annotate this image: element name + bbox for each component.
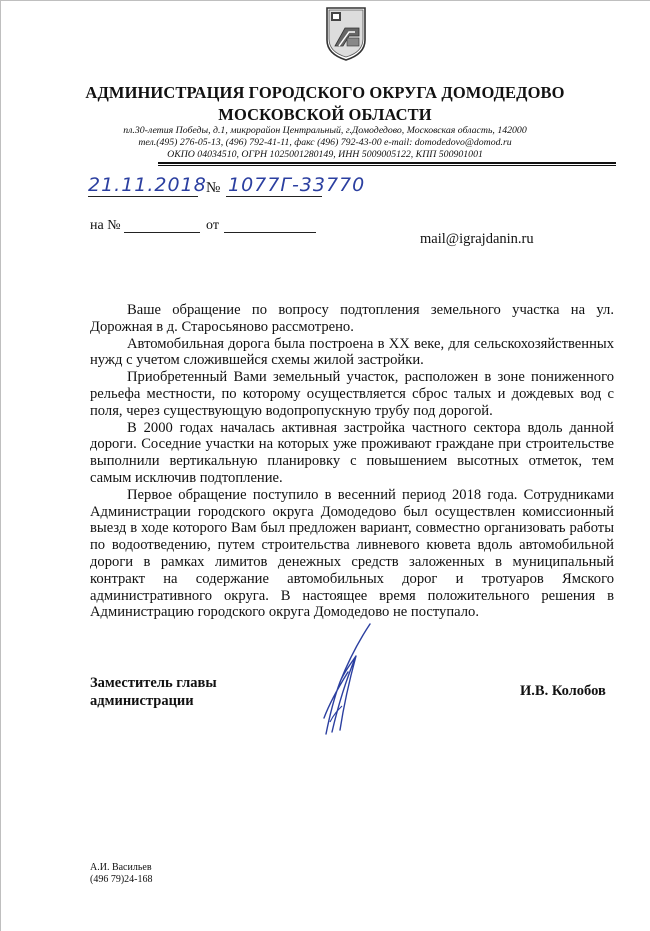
number-sign: № xyxy=(206,180,221,196)
body-paragraph-2: Автомобильная дорога была построена в XX веке, для сельскохозяйственных нужд с учетом сложившейся схемы жилой застройки. xyxy=(90,335,614,369)
handwritten-number: 1077Г-33770 xyxy=(228,174,366,196)
handwritten-date: 21.11.2018 xyxy=(88,174,207,196)
coat-of-arms-emblem xyxy=(325,6,367,62)
body-paragraph-4: В 2000 годах началась активная застройка частного сектора вдоль данной дороги. Соседние участки на которых уже проживают граждане при строительстве выполнили вертикальную планировку с повышением высотных отметок, тем самым исключив подтопление. xyxy=(90,419,614,486)
reference-date-blank xyxy=(224,232,316,233)
body-paragraph-1: Ваше обращение по вопросу подтопления земельного участка на ул. Дорожная в д. Старосьяново рассмотрено. xyxy=(90,302,614,335)
addressee-email: mail@igrajdanin.ru xyxy=(420,231,534,247)
executor-info xyxy=(90,862,153,886)
reference-number-blank xyxy=(124,232,200,233)
header-rule-thick xyxy=(158,162,616,164)
org-title-line2: МОСКОВСКОЙ ОБЛАСТИ xyxy=(218,105,432,124)
date-underline xyxy=(88,196,198,197)
executor-phone: (496 79)24-168 xyxy=(90,874,153,885)
org-contacts: тел.(495) 276-05-13, (496) 792-41-11, факс (496) 792-43-00 e-mail: domodedovo@domod.ru xyxy=(138,137,512,148)
signatory-position-line2: администрации xyxy=(90,693,194,709)
signatory-name: И.В. Колобов xyxy=(520,683,606,699)
scan-border-top xyxy=(0,0,650,1)
org-title-line1: АДМИНИСТРАЦИЯ ГОРОДСКОГО ОКРУГА ДОМОДЕДОВО xyxy=(85,83,565,102)
header-rule-thin xyxy=(158,165,616,166)
org-registry: ОКПО 04034510, ОГРН 1025001280149, ИНН 5009005122, КПП 500901001 xyxy=(167,149,483,160)
body-paragraph-5: Первое обращение поступило в весенний период 2018 года. Сотрудниками Администрации городского округа Домодедово был осуществлен комиссионный выезд в ходе которого Вам был предложен вариант, совместно организовать работы по водоотведению, путем строительства ливневого кювета вдоль автомобильной дороги в рамках лимитов денежных средств заложенных в муниципальный контракт на содержание автомобильных дорог и тротуаров Ямского административного округа. В настоящее время положительного решения в Администрацию городского округа Домодедово не поступало. xyxy=(90,486,614,621)
letter-body xyxy=(90,302,614,621)
handwritten-signature xyxy=(300,622,390,742)
executor-name: А.И. Васильев xyxy=(90,862,152,873)
reference-number-label: на № xyxy=(90,218,121,233)
signatory-position xyxy=(90,674,217,710)
body-paragraph-3: Приобретенный Вами земельный участок, расположен в зоне пониженного рельефа местности, по которому осуществляется сброс талых и дождевых вод с поля, через существующую водопропускную трубу под дорогой. xyxy=(90,369,614,419)
org-address: пл.30-летия Победы, д.1, микрорайон Центральный, г.Домодедово, Московская область, 142000 xyxy=(123,125,527,136)
reference-from-label: от xyxy=(206,218,219,233)
signatory-position-line1: Заместитель главы xyxy=(90,675,217,691)
number-underline xyxy=(226,196,322,197)
